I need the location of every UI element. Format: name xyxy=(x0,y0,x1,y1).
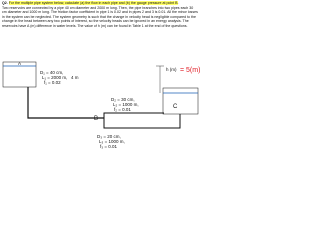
pipe2-friction: f₂ = 0.01 xyxy=(114,107,131,112)
reservoir-c xyxy=(163,88,198,114)
pipe1-length: L₁ = 2000 m, xyxy=(42,75,68,80)
pipe1-diameter: D₁ = 40 cm, xyxy=(40,70,64,75)
pipe-2 xyxy=(104,113,164,118)
pipe-1 xyxy=(28,87,104,118)
pipe2-length: L₂ = 1000 m, xyxy=(113,102,139,107)
pipe1-friction: f₁ = 0.02 xyxy=(44,80,61,85)
question-intro-text: For the multiple pipe system below, calculate (a) the flow in each pipe and (b) the gauge pressure at point B. xyxy=(8,1,179,5)
question-body: Two reservoirs are connected by a pipe 40 cm diameter and 2000 m long. Then, the pipe branches into two pipes each 30 cm diameter and 1000 m long. The friction factor coefficient in pipe 1 is 0.02 and in pipes 2 and 3 is 0.01. All the minor losses in the system can be neglected. The system geometry is such that the change in velocity head is negligible compared to the change in the head between any two points of interest, so the velocity heads can be ignored in an energy analysis. The reservoirs have A (m) difference in water levels. The value of h (m) can be found in Table 1 at the end of the questions. xyxy=(2,5,198,28)
question-number: Q2. xyxy=(2,1,8,5)
node-b-label: B xyxy=(94,116,99,122)
pipe3-length: L₃ = 1000 m, xyxy=(99,139,125,144)
h-label: h (m) xyxy=(166,67,177,72)
pipe3-diameter: D₃ = 20 cm, xyxy=(97,134,121,139)
reservoir-a-label: A xyxy=(18,61,22,66)
pipe1-length-mark: 4 m xyxy=(71,75,79,80)
h-value-annotation: = 5(m) xyxy=(180,67,200,74)
pipe2-diameter: D₂ = 30 cm, xyxy=(111,97,135,102)
pipe-system-diagram xyxy=(0,0,200,154)
node-c-label: C xyxy=(173,104,178,110)
pipe-3 xyxy=(104,114,180,128)
pipe3-friction: f₃ = 0.01 xyxy=(100,144,117,149)
